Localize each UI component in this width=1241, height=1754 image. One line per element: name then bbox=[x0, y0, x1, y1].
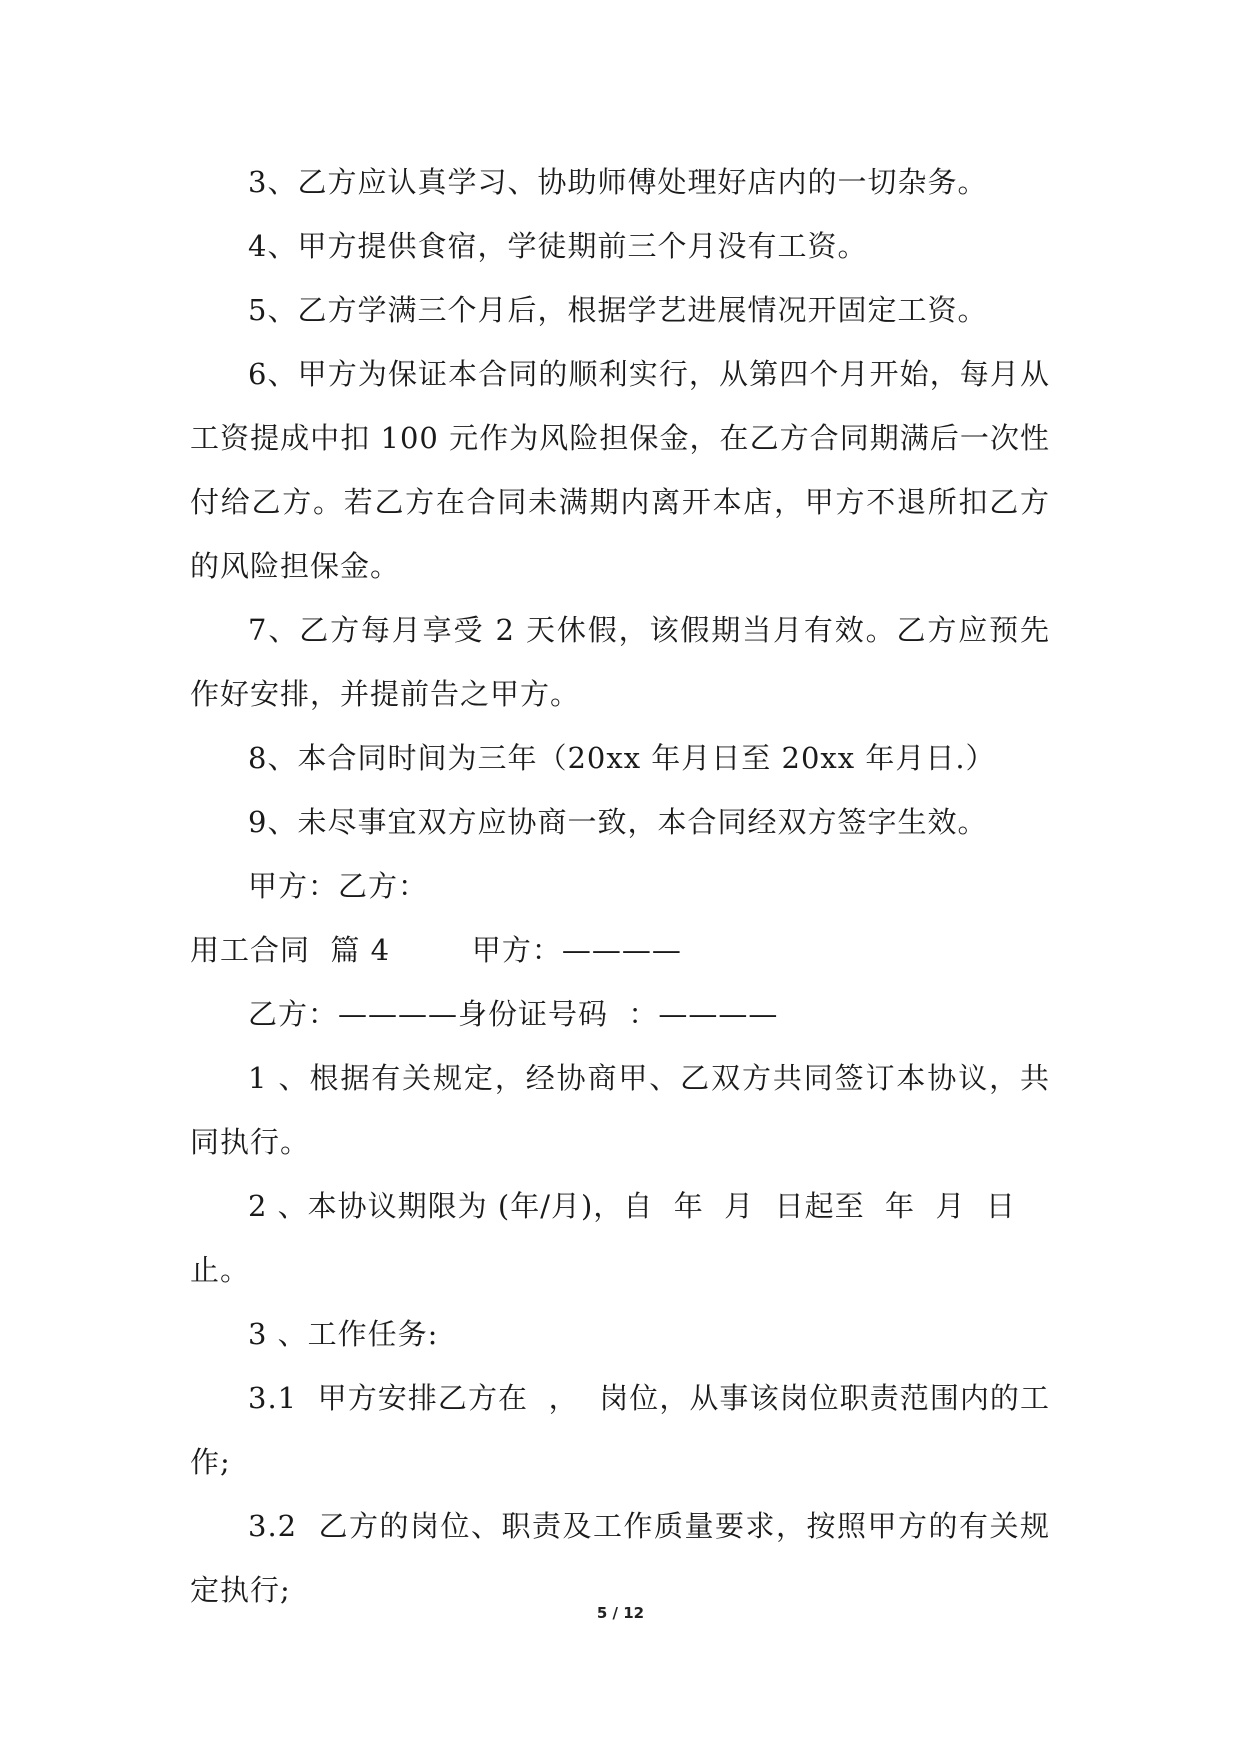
clause-8: 8、本合同时间为三年（20xx 年月日至 20xx 年月日.） bbox=[248, 741, 996, 775]
article-3-1: 3.1 甲方安排乙方在 ， 岗位，从事该岗位职责范围内的工作; bbox=[190, 1381, 1050, 1479]
page-number: 5 / 12 bbox=[596, 1604, 645, 1622]
section-heading: 用工合同 篇 4 甲方：———— bbox=[190, 933, 682, 967]
party-b-line: 乙方：————身份证号码 ：———— bbox=[248, 997, 779, 1031]
document-body bbox=[190, 150, 1050, 1622]
article-2: 2 、本协议期限为 (年/月)，自 年 月 日起至 年 月 日止。 bbox=[190, 1189, 1016, 1287]
clause-5: 5、乙方学满三个月后，根据学艺进展情况开固定工资。 bbox=[248, 293, 988, 327]
article-1: 1 、根据有关规定，经协商甲、乙双方共同签订本协议，共同执行。 bbox=[190, 1061, 1050, 1159]
clause-9: 9、未尽事宜双方应协商一致，本合同经双方签字生效。 bbox=[248, 805, 988, 839]
clause-6: 6、甲方为保证本合同的顺利实行，从第四个月开始，每月从工资提成中扣 100 元作为风险担保金，在乙方合同期满后一次性付给乙方。若乙方在合同未满期内离开本店，甲方不退所扣乙方的风险担保金。 bbox=[190, 357, 1050, 583]
clause-4: 4、甲方提供食宿，学徒期前三个月没有工资。 bbox=[248, 229, 868, 263]
article-3: 3 、工作任务: bbox=[248, 1317, 439, 1351]
clause-3: 3、乙方应认真学习、协助师傅处理好店内的一切杂务。 bbox=[248, 165, 988, 199]
clause-7: 7、乙方每月享受 2 天休假，该假期当月有效。乙方应预先作好安排，并提前告之甲方。 bbox=[190, 613, 1050, 711]
article-3-2: 3.2 乙方的岗位、职责及工作质量要求，按照甲方的有关规定执行; bbox=[190, 1509, 1050, 1607]
signature-line: 甲方：乙方： bbox=[248, 869, 429, 903]
